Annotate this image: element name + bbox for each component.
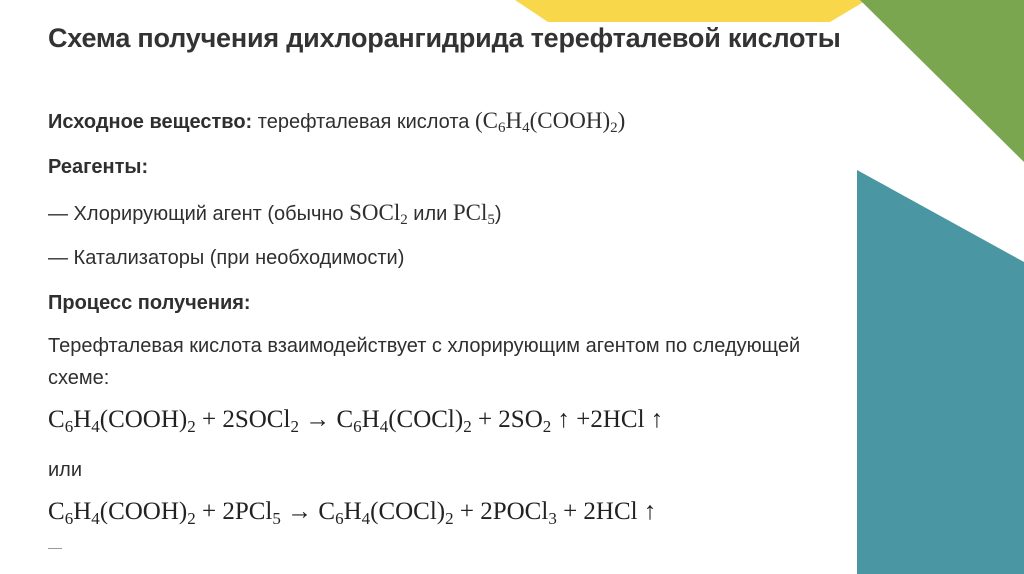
equation-pcl5: $C_6H_4(COOH)_2 + 2PCl_5$ → $C_6H_4(COCl)_2$ + 2POCl$_3$ + 2HCl ↑ (48, 498, 657, 528)
or-label: или (48, 459, 83, 481)
source-line (48, 108, 625, 135)
socl2-formula: SOCl$_2$ (349, 200, 408, 228)
green-shape (860, 0, 1024, 162)
source-label: Исходное вещество: (48, 111, 253, 133)
yellow-shape (515, 0, 867, 22)
teal-shape (857, 170, 1024, 574)
divider-mark (48, 548, 62, 549)
source-text: терефталевая кислота (252, 111, 475, 133)
source-formula: $(C_6H_4(COOH)_2)$ (474, 108, 626, 136)
equation-socl2: $C_6H_4(COOH)_2$ + 2SOCl$_2$ → $C_6H_4(COCl)_2 + 2SO_2$ ↑ +2HCl ↑ (48, 406, 664, 436)
slide-content (48, 20, 848, 528)
reagent-catalysts: — Катализаторы (при необходимости) (48, 247, 405, 269)
slide-title: Схема получения дихлорангидрида терефталевой кислоты (48, 23, 841, 53)
reagent-chlorinating-agent: — Хлорирующий агент (обычно SOCl$_2$ или PCl$_5$) (48, 200, 502, 228)
pcl5-formula: PCl$_5$ (452, 200, 495, 228)
process-heading: Процесс получения: (48, 292, 251, 314)
reagents-heading: Реагенты: (48, 156, 149, 178)
process-description: Терефталевая кислота взаимодействует с хлорирующим агентом по следующей схеме: (48, 335, 801, 389)
